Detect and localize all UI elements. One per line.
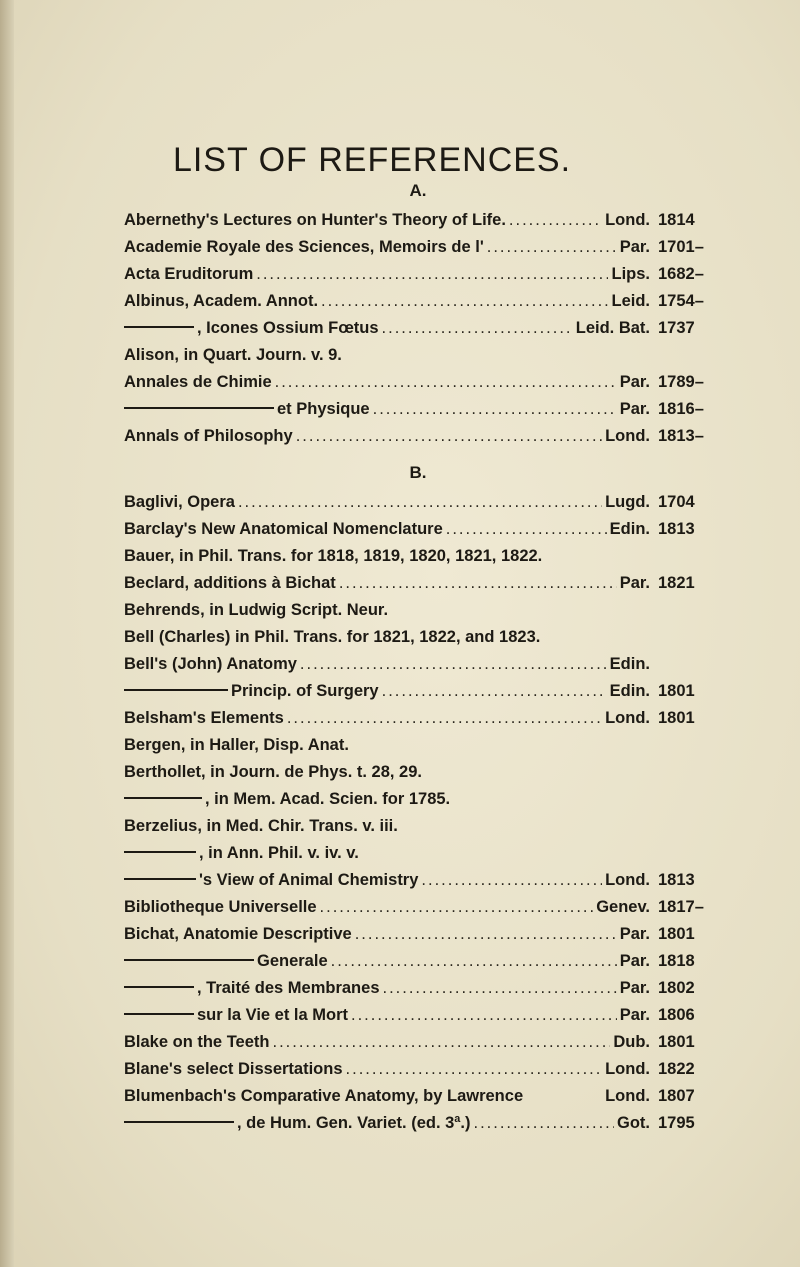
publication-year: 1821: [658, 574, 695, 592]
publication-year: 1801: [658, 709, 695, 727]
reference-title-text: Annales de Chimie: [124, 373, 272, 391]
reference-entry: [124, 570, 712, 597]
publication-place: Lond.: [605, 1087, 650, 1105]
publication-year: 1795: [658, 1114, 695, 1132]
page-spine-shadow: [0, 0, 14, 1267]
reference-entry: [124, 1110, 712, 1137]
leader-dots: [339, 570, 617, 597]
leader-dots: [373, 396, 617, 423]
leader-dots: [446, 516, 607, 543]
leader-dots: [256, 261, 608, 288]
reference-title: [124, 369, 272, 396]
reference-title-text: 's View of Animal Chemistry: [199, 871, 419, 889]
reference-title-text: Bergen, in Haller, Disp. Anat.: [124, 736, 349, 754]
reference-title: [124, 975, 380, 1002]
reference-title-text: Beclard, additions à Bichat: [124, 574, 336, 592]
leader-dots: [275, 369, 617, 396]
reference-title: [124, 1002, 348, 1029]
leader-dots: [272, 1029, 610, 1056]
publication-place: Dub.: [613, 1033, 650, 1051]
ditto-dash: [124, 1121, 234, 1123]
reference-entry: [124, 369, 712, 396]
publication-place: Edin.: [609, 682, 650, 700]
publication-place: Edin.: [609, 520, 650, 538]
reference-entry: [124, 732, 712, 759]
publication-year: 1801: [658, 925, 695, 943]
leader-dots: [383, 975, 617, 1002]
section-letter: B.: [409, 463, 427, 482]
ditto-dash: [124, 878, 196, 880]
reference-entry: [124, 786, 712, 813]
publication-place: Leid. Bat.: [575, 319, 650, 337]
reference-title: [124, 921, 352, 948]
reference-title-text: , in Ann. Phil. v. iv. v.: [199, 844, 359, 862]
publication-year: 1813: [658, 520, 695, 538]
reference-title-text: Annals of Philosophy: [124, 427, 293, 445]
reference-entry: [124, 921, 712, 948]
section-letter: A.: [409, 181, 427, 200]
ditto-dash: [124, 407, 274, 409]
reference-entry: [124, 948, 712, 975]
reference-title: [124, 543, 542, 570]
reference-title: [124, 1056, 343, 1083]
ditto-dash: [124, 797, 202, 799]
publication-year: 1813: [658, 871, 695, 889]
reference-title: [124, 624, 540, 651]
reference-title-text: Baglivi, Opera: [124, 493, 235, 511]
publication-place: Genev.: [596, 898, 650, 916]
leader-dots: [238, 489, 602, 516]
reference-title: [124, 342, 342, 369]
reference-title: [124, 570, 336, 597]
leader-dots: [382, 678, 607, 705]
leader-dots: [320, 894, 594, 921]
publication-year: 1822: [658, 1060, 695, 1078]
publication-place: Par.: [619, 574, 650, 592]
reference-title-text: Princip. of Surgery: [231, 682, 379, 700]
publication-year: 1817–: [658, 898, 704, 916]
reference-title: [124, 1029, 269, 1056]
reference-entry: [124, 759, 712, 786]
reference-title: [124, 732, 349, 759]
publication-year: 1789–: [658, 373, 704, 391]
publication-place: Par.: [619, 400, 650, 418]
reference-title-text: Acta Eruditorum: [124, 265, 254, 283]
publication-year: 1802: [658, 979, 695, 997]
reference-title-text: Albinus, Academ. Annot.: [124, 292, 319, 310]
reference-entry: [124, 1083, 712, 1110]
ditto-dash: [124, 1013, 194, 1015]
reference-entry: [124, 234, 712, 261]
reference-title-text: Generale: [257, 952, 328, 970]
reference-entry: [124, 975, 712, 1002]
publication-year: 1801: [658, 682, 695, 700]
publication-year: 1737: [658, 319, 695, 337]
reference-title: [124, 1083, 523, 1110]
reference-entry: [124, 867, 712, 894]
reference-title-text: Bibliotheque Universelle: [124, 898, 317, 916]
publication-year: 1816–: [658, 400, 704, 418]
ditto-dash: [124, 959, 254, 961]
publication-place: Lond.: [605, 871, 650, 889]
reference-entry: [124, 1056, 712, 1083]
leader-dots: [296, 423, 602, 450]
reference-title: [124, 840, 359, 867]
reference-entry: [124, 489, 712, 516]
reference-title-text: Belsham's Elements: [124, 709, 284, 727]
page-title: LIST OF REFERENCES.: [172, 140, 572, 179]
reference-title: [124, 1110, 471, 1137]
publication-year: 1818: [658, 952, 695, 970]
reference-title: [124, 651, 297, 678]
reference-title-text: , Traité des Membranes: [197, 979, 380, 997]
reference-entry: [124, 1002, 712, 1029]
publication-year: 1704: [658, 493, 695, 511]
leader-dots: [355, 921, 617, 948]
publication-place: Par.: [619, 925, 650, 943]
reference-title-text: Bell (Charles) in Phil. Trans. for 1821, 1822, and 1823.: [124, 628, 541, 646]
publication-place: Lugd.: [605, 493, 650, 511]
reference-entry: [124, 516, 712, 543]
publication-place: Par.: [619, 238, 650, 256]
publication-place: Got.: [617, 1114, 650, 1132]
reference-title: [124, 813, 398, 840]
publication-place: Par.: [619, 373, 650, 391]
reference-title-text: Bichat, Anatomie Descriptive: [124, 925, 352, 943]
reference-entry: [124, 396, 712, 423]
reference-title: [124, 234, 484, 261]
reference-entry: [124, 894, 712, 921]
reference-entry: [124, 288, 712, 315]
reference-entry: [124, 207, 712, 234]
publication-year: 1807: [658, 1087, 695, 1105]
reference-title-text: , in Mem. Acad. Scien. for 1785.: [205, 790, 451, 808]
reference-entry: [124, 543, 712, 570]
leader-dots: [300, 651, 607, 678]
reference-entry: [124, 813, 712, 840]
publication-place: Lips.: [611, 265, 650, 283]
reference-title: [124, 396, 370, 423]
reference-title-text: Abernethy's Lectures on Hunter's Theory of Life.: [124, 211, 506, 229]
reference-title-text: Blane's select Dissertations: [124, 1060, 343, 1078]
reference-title-text: Blumenbach's Comparative Anatomy, by Lawrence: [124, 1087, 524, 1105]
leader-dots: [321, 288, 608, 315]
publication-place: Par.: [619, 1006, 650, 1024]
leader-dots: [474, 1110, 615, 1137]
reference-title: [124, 894, 317, 921]
reference-entry: [124, 651, 712, 678]
reference-title-text: Barclay's New Anatomical Nomenclature: [124, 520, 443, 538]
reference-entry: [124, 423, 712, 450]
reference-entry: [124, 597, 712, 624]
publication-place: Lond.: [605, 211, 650, 229]
reference-title-text: Behrends, in Ludwig Script. Neur.: [124, 601, 389, 619]
reference-title-text: et Physique: [277, 400, 370, 418]
reference-title: [124, 261, 253, 288]
leader-dots: [487, 234, 617, 261]
reference-entry: [124, 705, 712, 732]
reference-title-text: Berthollet, in Journ. de Phys. t. 28, 29.: [124, 763, 422, 781]
leader-dots: [351, 1002, 617, 1029]
reference-entry: [124, 840, 712, 867]
ditto-dash: [124, 326, 194, 328]
reference-title: [124, 597, 388, 624]
reference-title-text: , Icones Ossium Fœtus: [197, 319, 379, 337]
publication-place: Leid.: [611, 292, 650, 310]
reference-title: [124, 288, 318, 315]
ditto-dash: [124, 851, 196, 853]
reference-list: [124, 168, 712, 1137]
publication-place: Lond.: [605, 709, 650, 727]
leader-dots: [331, 948, 617, 975]
publication-year: 1754–: [658, 292, 704, 310]
publication-place: Edin.: [609, 655, 650, 673]
reference-title: [124, 759, 422, 786]
reference-title-text: Bauer, in Phil. Trans. for 1818, 1819, 1820, 1821, 1822.: [124, 547, 543, 565]
publication-place: Par.: [619, 952, 650, 970]
publication-year: 1813–: [658, 427, 704, 445]
reference-title: [124, 423, 293, 450]
reference-title: [124, 315, 379, 342]
reference-title-text: Blake on the Teeth: [124, 1033, 270, 1051]
reference-entry: [124, 1029, 712, 1056]
reference-entry: [124, 315, 712, 342]
ditto-dash: [124, 986, 194, 988]
publication-year: 1814: [658, 211, 695, 229]
reference-entry: [124, 678, 712, 705]
reference-title: [124, 207, 506, 234]
reference-entry: [124, 342, 712, 369]
publication-year: 1701–: [658, 238, 704, 256]
leader-dots: [382, 315, 573, 342]
leader-dots: [421, 867, 602, 894]
reference-title-text: sur la Vie et la Mort: [197, 1006, 348, 1024]
publication-place: Par.: [619, 979, 650, 997]
leader-dots: [346, 1056, 603, 1083]
publication-place: Lond.: [605, 427, 650, 445]
reference-title-text: Academie Royale des Sciences, Memoirs de l': [124, 238, 484, 256]
reference-title: [124, 867, 418, 894]
reference-title-text: , de Hum. Gen. Variet. (ed. 3ª.): [237, 1114, 471, 1132]
reference-title-text: Alison, in Quart. Journ. v. 9.: [124, 346, 342, 364]
reference-title: [124, 489, 235, 516]
leader-dots: [287, 705, 602, 732]
reference-title: [124, 948, 328, 975]
publication-year: 1806: [658, 1006, 695, 1024]
reference-title: [124, 705, 284, 732]
reference-title-text: Berzelius, in Med. Chir. Trans. v. iii.: [124, 817, 398, 835]
publication-place: Lond.: [605, 1060, 650, 1078]
publication-year: 1682–: [658, 265, 704, 283]
reference-title: [124, 678, 379, 705]
reference-title: [124, 516, 443, 543]
leader-dots: [509, 207, 602, 234]
reference-entry: [124, 261, 712, 288]
publication-year: 1801: [658, 1033, 695, 1051]
reference-title: [124, 786, 450, 813]
ditto-dash: [124, 689, 228, 691]
reference-title-text: Bell's (John) Anatomy: [124, 655, 297, 673]
reference-entry: [124, 624, 712, 651]
